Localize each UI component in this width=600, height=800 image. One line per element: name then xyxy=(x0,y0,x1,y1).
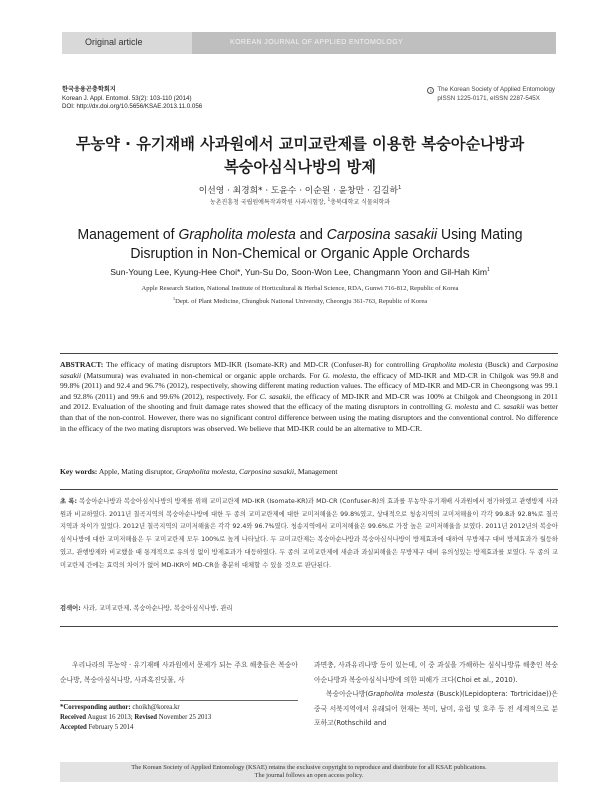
keywords-korean xyxy=(60,604,558,614)
abstract-korean-text: 복숭아순나방과 복숭아심식나방의 방제를 위해 교미교란제 MD-IKR (Isomate-KR)과 MD-CR (Confuser-R)의 효과를 무농약·유기재배 사과원에서 평가하였고 관행방제 사과원과 비교하였다. 2011년 칠곡지역의 복숭아순나방에 대한 두 종의 교미교란제에 대한 교미저해율은 99.8%였고, 상대적으로 청송지역의 교미저해율이 각각 99.8과 92.8%로 칠곡지역과 차이가 있었다. 2012년 칠곡지역의 교미저해율은 각각 92.4와 96.7%였다. 청송지역에서 교미저해율은 99.6%로 가장 높은 교미저해율을 보였다. 2011년 2012년의 복숭아심식나방에 대한 교미저해율은 두 교미교란제 모두 100%로 높게 나타났다. 두 교미교란제는 복숭아순나방과 복숭아심식나방이 방제효과에 대하여 무방제구 대비 방제효과가 월등하였고, 관행방제와 비교했을 때 통계적으로 유의성 없이 방제효과가 대등하였다. 두 종의 교미교란제에 새순과 과실피해율은 무방제구 대비 유의성있는 방제효과를 보였다. 두 종의 교미교란제 간에는 효력의 차이가 없어 MD-IKR이 MD-CR을 충분히 대체할 수 있을 것으로 판단된다. xyxy=(60,498,558,569)
divider xyxy=(60,353,558,354)
body-paragraph xyxy=(314,687,558,731)
title-korean-line2: 복숭아심식나방의 방제 xyxy=(224,158,376,176)
title-species-2: Carposina sasakii xyxy=(326,226,438,243)
species-name: Grapholita molesta xyxy=(368,690,434,698)
body-text: (Busck)(Lepidoptera: Tortricidae))은 중국 서북지역에서 유래되어 현재는 북미, 남미, 유럽 및 호주 등 전 세계적으로 분포하고(Rothschild and xyxy=(314,690,558,727)
title-english xyxy=(24,225,576,263)
body-paragraph: 과면충, 사과유리나방 등이 있는데, 이 중 과실을 가해하는 심식나방류 해충인 복숭아순나방과 복숭아심식나방에 의한 피해가 크다(Choi et al., 2010). xyxy=(314,661,558,684)
accepted-label: Accepted xyxy=(60,723,87,731)
title-english-part: Using Mating xyxy=(437,226,523,243)
corresponding-author-label: *Corresponding author: xyxy=(60,704,131,711)
footnote-divider xyxy=(60,700,298,701)
abstract-text: (Matsumura) was evaluated in non-chemical or organic apple orchards. For xyxy=(81,370,323,380)
affiliation-superscript: 1 xyxy=(172,295,176,301)
species-name: G. molesta xyxy=(445,402,479,412)
keywords-text: , xyxy=(235,467,240,476)
title-english-part: Management of xyxy=(77,226,179,243)
abstract-label: ABSTRACT: xyxy=(60,360,104,369)
keywords-korean-text: 사과, 교미교란제, 복숭아순나방, 복숭아심식나방, 관리 xyxy=(80,605,233,612)
keywords-english xyxy=(60,467,558,478)
species-name: C. sasakii xyxy=(259,391,291,401)
abstract-korean-label: 초 록: xyxy=(60,498,78,505)
title-species-1: Grapholita molesta xyxy=(178,226,296,243)
keywords-korean-label: 검색어: xyxy=(60,605,81,612)
article-type-badge: Original article xyxy=(62,32,192,54)
body-text: 복숭아순나방( xyxy=(326,690,369,698)
abstract-text: , the efficacy of MD-IKR and MD-CR in Chilgok was 99.8 and 99.8% (2011) and 92.4 and 96.7% (2012), respectively, showing different mating reduction values. The efficacy of MD-IKR and MD-CR in Cheongsong was 99.1 and 92.8% (2011) and 99.6 and 99.6% (2012), respectively. For xyxy=(60,370,559,401)
affiliation-english-1: Apple Research Station, National Institute of Horticultural & Herbal Science, RDA, Gunwi 716-812, Republic of Korea xyxy=(141,285,459,292)
species-name: C. sasakii xyxy=(493,402,525,412)
copyright-notice-line1: The Korean Society of Applied Entomology (KSAE) retains the exclusive copyright to reproduce and distribute for all KSAE publications. xyxy=(131,763,487,771)
abstract-korean xyxy=(60,496,558,572)
affiliation-korean-1: 농촌진흥청 국립원예특작과학원 사과시험장, xyxy=(209,199,328,206)
abstract-text: (Busck) and xyxy=(482,360,526,369)
copyright-holder: The Korean Society of Applied Entomology xyxy=(437,86,555,93)
title-english-line2: Disruption in Non-Chemical or Organic Apple Orchards xyxy=(130,245,470,262)
species-name: Carposina sasakii xyxy=(239,467,295,476)
accepted-date: February 5 2014 xyxy=(86,723,134,731)
abstract-text: The efficacy of mating disruptors MD-IKR (Isomate-KR) and MD-CR (Confuser-R) for controlling xyxy=(103,360,423,369)
received-label: Received xyxy=(60,713,87,721)
keywords-text: Apple, Mating disruptor, xyxy=(97,467,176,476)
species-name: Carposina sasakii xyxy=(60,360,558,380)
copyright-notice-line2: The journal follows an open access policy. xyxy=(254,772,364,780)
corresponding-email[interactable]: choikh@korea.kr xyxy=(130,704,180,711)
body-column-left: 우리나라의 무농약 · 유기재배 사과원에서 문제가 되는 주요 해충들은 복숭아순나방, 복숭아심식나방, 사과혹진딧물, 사 xyxy=(60,661,298,684)
affiliation-superscript: 1 xyxy=(398,185,402,192)
affiliation-superscript: 1 xyxy=(487,267,490,274)
divider xyxy=(60,489,558,490)
divider xyxy=(60,626,558,627)
journal-name-band: KOREAN JOURNAL OF APPLIED ENTOMOLOGY xyxy=(192,32,556,54)
affiliation-korean xyxy=(0,197,600,206)
abstract-english xyxy=(60,360,558,434)
copyright-block xyxy=(427,86,555,103)
title-korean xyxy=(0,133,600,179)
footnote xyxy=(60,703,298,732)
keywords-text: , Management xyxy=(294,467,338,476)
revised-date: November 25 2013 xyxy=(157,713,212,721)
affiliation-english-2: Dept. of Plant Medicine, Chungbuk National University, Cheongju 361-763, Republic of Korea xyxy=(175,297,428,305)
citation: Korean J. Appl. Entomol. 53(2): 103-110 (2014) xyxy=(62,94,192,102)
abstract-text: and xyxy=(478,402,494,412)
affiliation-superscript: 1 xyxy=(327,197,331,202)
body-column-right xyxy=(314,658,558,731)
citation-block xyxy=(62,86,202,112)
abstract-text: was better than that of the non-control. However, there was no significant control difference between using the mating disruptors and the conventional control. No difference in the efficacy of the two mating disruptors was observed. We believe that MD-IKR could be an alternative to MD-CR. xyxy=(60,402,558,433)
species-name: G. molesta xyxy=(322,370,357,380)
affiliation-english xyxy=(0,284,600,306)
issn: pISSN 1225-0171, eISSN 2287-545X xyxy=(437,94,540,102)
species-name: Grapholita molesta xyxy=(175,467,236,476)
title-english-part: and xyxy=(295,226,327,243)
copyright-icon: c xyxy=(427,87,434,94)
received-date: August 16 2013; xyxy=(86,713,135,721)
affiliation-korean-2: 충북대학교 식물의학과 xyxy=(330,199,391,206)
authors-english xyxy=(0,267,600,277)
authors-korean-text: 이선영 · 최경희* · 도윤수 · 이순원 · 윤창만 · 김길하 xyxy=(198,186,399,196)
doi-link[interactable]: DOI: http://dx.doi.org/10.5656/KSAE.2013.11.0.056 xyxy=(62,103,203,110)
authors-english-text: Sun-Young Lee, Kyung-Hee Choi*, Yun-Su Do, Soon-Won Lee, Changmann Yoon and Gil-Hah Kim xyxy=(110,267,487,277)
journal-header xyxy=(0,0,600,70)
authors-korean xyxy=(0,183,600,196)
copyright-notice xyxy=(60,762,558,782)
journal-name-kr: 한국응용곤충학회지 xyxy=(62,86,116,93)
abstract-text: , the efficacy of MD-IKR and MD-CR was 100% at Chilgok and Cheongsong in 2011 and 2012. Evaluation of the shooting and fruit damage rates showed that the efficacy of the mating disruptors in controlling xyxy=(60,391,558,412)
revised-label: Revised xyxy=(134,713,158,721)
species-name: Grapholita molesta xyxy=(422,360,483,369)
keywords-label: Key words: xyxy=(60,467,98,476)
title-korean-line1: 무농약 · 유기재배 사과원에서 교미교란제를 이용한 복숭아순나방과 xyxy=(75,135,525,153)
